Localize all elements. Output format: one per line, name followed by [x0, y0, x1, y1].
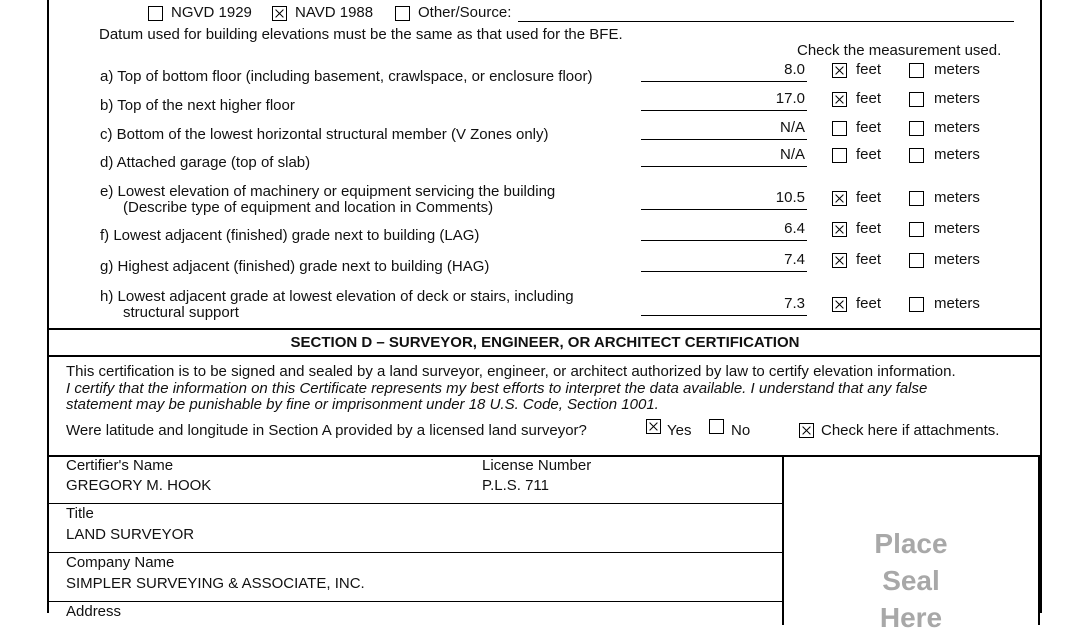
- datum-note: Datum used for building elevations must be the same as that used for the BFE.: [99, 26, 623, 43]
- feet-label: feet: [856, 146, 882, 163]
- seal-text-place: Place: [874, 528, 948, 559]
- address-label: Address: [66, 603, 122, 620]
- meters-checkbox[interactable]: [909, 121, 924, 136]
- feet-checkbox[interactable]: [832, 63, 847, 78]
- elevation-value-underline: [641, 209, 807, 210]
- meters-checkbox[interactable]: [909, 253, 924, 268]
- elevation-label: e) Lowest elevation of machinery or equipment servicing the building: [100, 183, 556, 200]
- certifier-name-value[interactable]: GREGORY M. HOOK: [66, 477, 212, 494]
- meters-checkbox[interactable]: [909, 63, 924, 78]
- certifier-name-label: Certifier's Name: [66, 457, 174, 474]
- section-d-title: SECTION D – SURVEYOR, ENGINEER, OR ARCHITECT CERTIFICATION: [290, 334, 800, 351]
- elevation-value-underline: [641, 271, 807, 272]
- meters-label: meters: [934, 61, 980, 78]
- meters-label: meters: [934, 189, 980, 206]
- navd-1988-checkbox[interactable]: [272, 6, 287, 21]
- meters-label: meters: [934, 295, 980, 312]
- elevation-label-continued: structural support: [123, 304, 239, 321]
- elevation-value-underline: [641, 110, 807, 111]
- feet-label: feet: [856, 220, 882, 237]
- feet-checkbox[interactable]: [832, 191, 847, 206]
- elevation-label-continued: (Describe type of equipment and location in Comments): [123, 199, 494, 216]
- meters-label: meters: [934, 146, 980, 163]
- left-border: [47, 0, 49, 613]
- elevation-value-underline: [641, 139, 807, 140]
- meters-label: meters: [934, 220, 980, 237]
- other-source-label: Other/Source:: [418, 4, 512, 21]
- elevation-label: h) Lowest adjacent grade at lowest elevation of deck or stairs, including: [100, 288, 574, 305]
- latlong-no-checkbox[interactable]: [709, 419, 724, 434]
- address-row-rule: [47, 601, 782, 602]
- elevation-value-underline: [641, 315, 807, 316]
- meters-checkbox[interactable]: [909, 148, 924, 163]
- elevation-value[interactable]: 17.0: [775, 90, 805, 107]
- feet-label: feet: [856, 90, 882, 107]
- attachments-checkbox[interactable]: [799, 423, 814, 438]
- latlong-question: Were latitude and longitude in Section A provided by a licensed land surveyor?: [66, 422, 587, 439]
- feet-label: feet: [856, 295, 882, 312]
- section-d-intro: This certification is to be signed and sealed by a land surveyor, engineer, or architect authorized by law to certify elevation information.: [66, 363, 956, 380]
- title-row-rule: [47, 503, 782, 504]
- meters-checkbox[interactable]: [909, 92, 924, 107]
- company-name-label: Company Name: [66, 554, 175, 571]
- title-label: Title: [66, 505, 94, 522]
- elevation-value[interactable]: 8.0: [784, 61, 805, 78]
- check-measurement-note: Check the measurement used.: [797, 42, 1002, 59]
- seal-text-seal: Seal: [882, 565, 940, 596]
- feet-checkbox[interactable]: [832, 222, 847, 237]
- elevation-label: d) Attached garage (top of slab): [100, 154, 311, 171]
- elevation-label: b) Top of the next higher floor: [100, 97, 295, 114]
- section-d-title-rule: [47, 355, 1042, 357]
- elevation-value[interactable]: 6.4: [784, 220, 805, 237]
- feet-checkbox[interactable]: [832, 92, 847, 107]
- ngvd-1929-label: NGVD 1929: [171, 4, 252, 21]
- elevation-value-underline: [641, 166, 807, 167]
- feet-label: feet: [856, 189, 882, 206]
- elevation-label: a) Top of bottom floor (including basement, crawlspace, or enclosure floor): [100, 68, 593, 85]
- ngvd-1929-checkbox[interactable]: [148, 6, 163, 21]
- elevation-label: f) Lowest adjacent (finished) grade next to building (LAG): [100, 227, 480, 244]
- feet-checkbox[interactable]: [832, 121, 847, 136]
- other-source-field[interactable]: [518, 21, 1014, 22]
- title-value[interactable]: LAND SURVEYOR: [66, 526, 195, 543]
- feet-checkbox[interactable]: [832, 297, 847, 312]
- company-row-rule: [47, 552, 782, 553]
- feet-label: feet: [856, 61, 882, 78]
- section-d-top-rule: [47, 328, 1042, 330]
- elevation-value[interactable]: 7.3: [784, 295, 805, 312]
- meters-label: meters: [934, 119, 980, 136]
- latlong-no-label: No: [731, 422, 751, 439]
- company-name-value[interactable]: SIMPLER SURVEYING & ASSOCIATE, INC.: [66, 575, 365, 592]
- meters-label: meters: [934, 90, 980, 107]
- meters-checkbox[interactable]: [909, 297, 924, 312]
- seal-text-here: Here: [879, 602, 943, 633]
- latlong-yes-checkbox[interactable]: [646, 419, 661, 434]
- feet-checkbox[interactable]: [832, 148, 847, 163]
- elevation-value-underline: [641, 240, 807, 241]
- navd-1988-label: NAVD 1988: [295, 4, 374, 21]
- elevation-value[interactable]: 7.4: [784, 251, 805, 268]
- certification-statement-line-2: statement may be punishable by fine or imprisonment under 18 U.S. Code, Section 1001.: [66, 396, 659, 413]
- right-border: [1040, 0, 1042, 613]
- meters-checkbox[interactable]: [909, 222, 924, 237]
- elevation-label: g) Highest adjacent (finished) grade next to building (HAG): [100, 258, 490, 275]
- meters-label: meters: [934, 251, 980, 268]
- attachments-label: Check here if attachments.: [821, 422, 1000, 439]
- certification-statement-line-1: I certify that the information on this Certificate represents my best efforts to interpret the data available. I understand that any false: [66, 380, 928, 397]
- elevation-value[interactable]: 10.5: [775, 189, 805, 206]
- elevation-value-underline: [641, 81, 807, 82]
- feet-label: feet: [856, 119, 882, 136]
- license-number-label: License Number: [482, 457, 592, 474]
- license-number-value[interactable]: P.L.S. 711: [482, 477, 550, 494]
- elevation-label: c) Bottom of the lowest horizontal structural member (V Zones only): [100, 126, 549, 143]
- latlong-yes-label: Yes: [667, 422, 692, 439]
- elevation-value[interactable]: N/A: [779, 119, 805, 136]
- feet-label: feet: [856, 251, 882, 268]
- meters-checkbox[interactable]: [909, 191, 924, 206]
- feet-checkbox[interactable]: [832, 253, 847, 268]
- elevation-value[interactable]: N/A: [779, 146, 805, 163]
- other-source-checkbox[interactable]: [395, 6, 410, 21]
